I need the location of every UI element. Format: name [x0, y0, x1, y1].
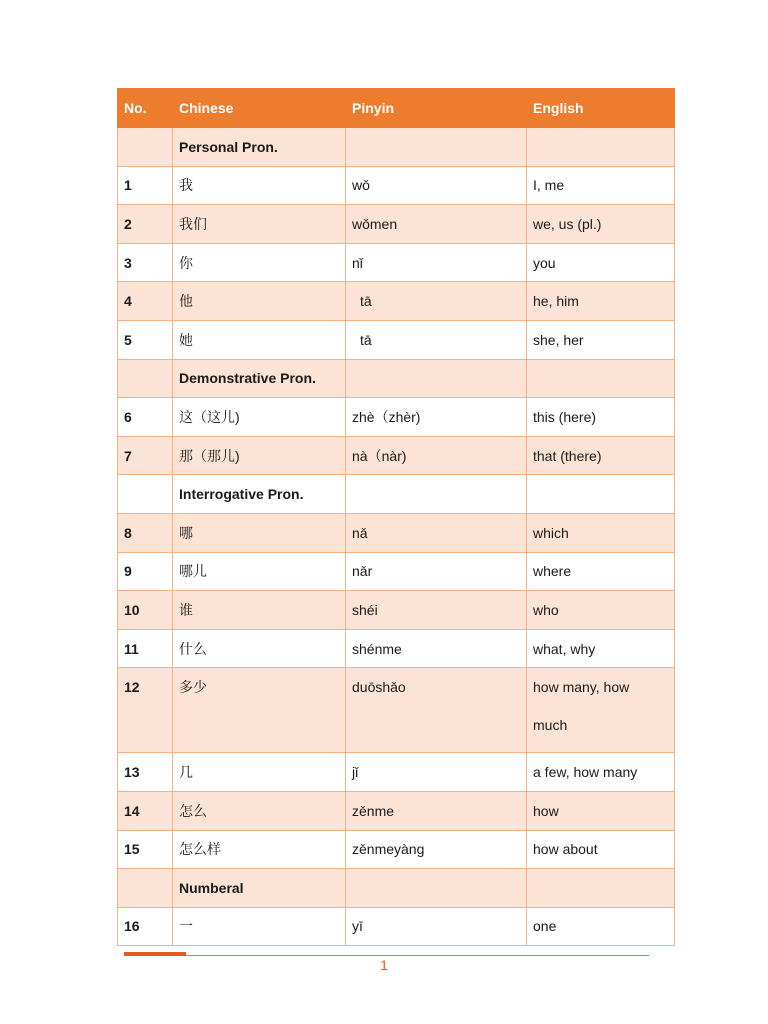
footer-accent-bar	[124, 952, 186, 956]
cell-chinese: 她	[173, 320, 346, 359]
table-row	[118, 907, 675, 946]
footer-divider	[124, 955, 649, 956]
section-title: Interrogative Pron.	[173, 475, 346, 514]
table-row	[118, 791, 675, 830]
cell-chinese-text: 多少	[179, 679, 207, 696]
pinyin-text: tā	[360, 331, 372, 348]
cell-no	[118, 668, 173, 753]
cell-english	[527, 475, 675, 514]
table-row	[118, 398, 675, 437]
cell-english: which	[527, 513, 675, 552]
table-row	[118, 668, 675, 753]
cell-english: he, him	[527, 282, 675, 321]
cell-no: 10	[118, 591, 173, 630]
cell-pinyin	[346, 668, 527, 753]
cell-pinyin: nǎ	[346, 513, 527, 552]
table-row	[118, 753, 675, 792]
english-line-1: how many, how	[533, 679, 630, 696]
cell-english: how	[527, 791, 675, 830]
cell-pinyin	[346, 320, 527, 359]
cell-no	[118, 359, 173, 398]
cell-english	[527, 668, 675, 753]
header-no: No.	[118, 89, 173, 128]
cell-chinese: 你	[173, 243, 346, 282]
cell-chinese: 哪	[173, 513, 346, 552]
cell-no	[118, 475, 173, 514]
cell-chinese: 这（这儿)	[173, 398, 346, 437]
cell-english: a few, how many	[527, 753, 675, 792]
cell-pinyin	[346, 128, 527, 167]
cell-pinyin: nǐ	[346, 243, 527, 282]
english-line-2: much	[533, 717, 568, 734]
table-row	[118, 282, 675, 321]
cell-chinese: 什么	[173, 629, 346, 668]
cell-no: 9	[118, 552, 173, 591]
cell-english	[527, 359, 675, 398]
cell-chinese: 那（那儿)	[173, 436, 346, 475]
cell-pinyin	[346, 869, 527, 908]
cell-english: I, me	[527, 166, 675, 205]
cell-no: 15	[118, 830, 173, 869]
cell-no: 6	[118, 398, 173, 437]
cell-pinyin: jǐ	[346, 753, 527, 792]
cell-chinese: 怎么	[173, 791, 346, 830]
cell-chinese: 哪儿	[173, 552, 346, 591]
cell-pinyin: nǎr	[346, 552, 527, 591]
section-title: Numberal	[173, 869, 346, 908]
cell-pinyin: zhè（zhèr)	[346, 398, 527, 437]
section-row	[118, 869, 675, 908]
table-row	[118, 243, 675, 282]
cell-no-text: 12	[124, 679, 140, 696]
cell-no: 7	[118, 436, 173, 475]
header-english: English	[527, 89, 675, 128]
cell-no: 2	[118, 205, 173, 244]
cell-chinese: 一	[173, 907, 346, 946]
cell-pinyin: yī	[346, 907, 527, 946]
cell-english: how about	[527, 830, 675, 869]
table-row	[118, 436, 675, 475]
cell-english: who	[527, 591, 675, 630]
section-row	[118, 475, 675, 514]
pinyin-text: tā	[360, 293, 372, 310]
cell-chinese: 谁	[173, 591, 346, 630]
cell-english: this (here)	[527, 398, 675, 437]
cell-english: that (there)	[527, 436, 675, 475]
cell-pinyin-text: duōshǎo	[352, 679, 406, 696]
header-chinese: Chinese	[173, 89, 346, 128]
table-row	[118, 830, 675, 869]
cell-pinyin: wǒmen	[346, 205, 527, 244]
cell-no: 11	[118, 629, 173, 668]
cell-no: 8	[118, 513, 173, 552]
cell-chinese: 怎么样	[173, 830, 346, 869]
cell-pinyin: shénme	[346, 629, 527, 668]
section-row	[118, 128, 675, 167]
page-number: 1	[380, 957, 388, 973]
section-row	[118, 359, 675, 398]
cell-english	[527, 869, 675, 908]
cell-english: one	[527, 907, 675, 946]
table-row	[118, 166, 675, 205]
cell-english: what, why	[527, 629, 675, 668]
cell-pinyin	[346, 475, 527, 514]
section-title: Demonstrative Pron.	[173, 359, 346, 398]
cell-english: we, us (pl.)	[527, 205, 675, 244]
cell-pinyin: shéi	[346, 591, 527, 630]
cell-english: she, her	[527, 320, 675, 359]
cell-no: 16	[118, 907, 173, 946]
cell-chinese: 我们	[173, 205, 346, 244]
cell-english: you	[527, 243, 675, 282]
cell-no: 3	[118, 243, 173, 282]
cell-no: 13	[118, 753, 173, 792]
table-header-row	[118, 89, 675, 128]
cell-english	[527, 128, 675, 167]
cell-english: where	[527, 552, 675, 591]
cell-pinyin	[346, 359, 527, 398]
cell-chinese: 他	[173, 282, 346, 321]
table-row	[118, 513, 675, 552]
table-row	[118, 205, 675, 244]
cell-pinyin	[346, 282, 527, 321]
cell-no: 4	[118, 282, 173, 321]
pronoun-vocabulary-table	[117, 88, 675, 946]
cell-chinese	[173, 668, 346, 753]
table-row	[118, 591, 675, 630]
table-row	[118, 629, 675, 668]
cell-no	[118, 869, 173, 908]
cell-no: 5	[118, 320, 173, 359]
header-pinyin: Pinyin	[346, 89, 527, 128]
cell-no	[118, 128, 173, 167]
cell-pinyin: wǒ	[346, 166, 527, 205]
section-title: Personal Pron.	[173, 128, 346, 167]
cell-chinese: 我	[173, 166, 346, 205]
cell-no: 14	[118, 791, 173, 830]
cell-no: 1	[118, 166, 173, 205]
cell-pinyin: zěnmeyàng	[346, 830, 527, 869]
cell-pinyin: nà（nàr)	[346, 436, 527, 475]
cell-chinese: 几	[173, 753, 346, 792]
table-row	[118, 320, 675, 359]
cell-pinyin: zěnme	[346, 791, 527, 830]
table-row	[118, 552, 675, 591]
